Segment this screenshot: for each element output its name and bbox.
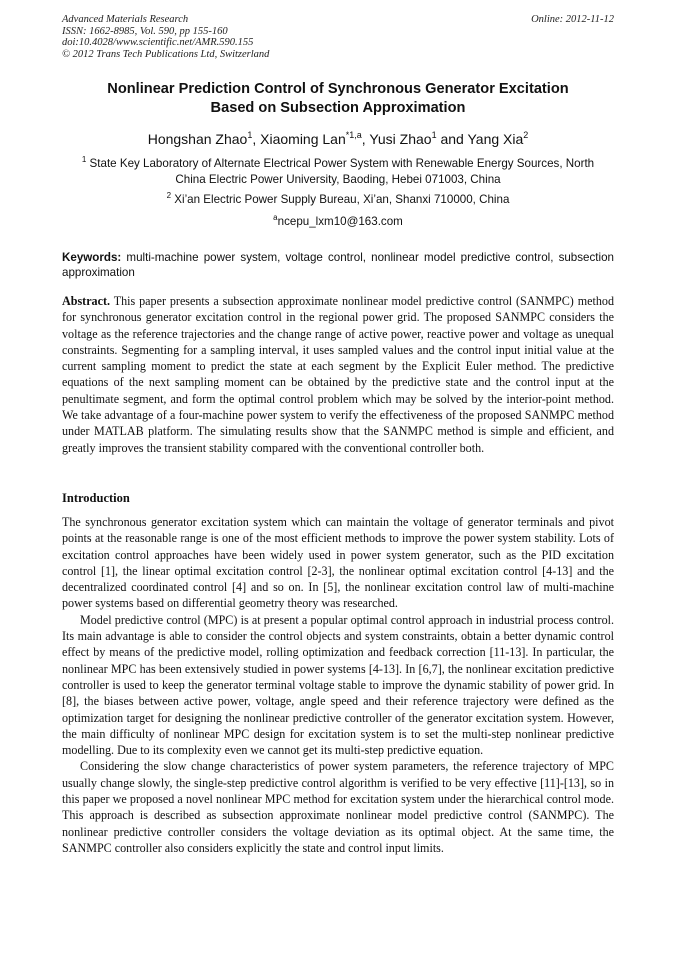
issn: ISSN: 1662-8985, Vol. 590, pp 155-160 — [62, 25, 228, 37]
affiliation-1 — [62, 156, 614, 188]
author-affiliation-mark: *1,a — [345, 130, 362, 140]
paragraph: The synchronous generator excitation system which can maintain the voltage of generator terminals and pivot points at the reasonable range is one of the most efficient methods to improve the power system stability. Lots of excitation control approaches have been widely used in power system generator, such as the PID excitation control [1], the linear optimal excitation control [2-3], the nonlinear optimal excitation control [4-13] and the decentralized coordinated control [4] and so on. In [5], the nonlinear excitation control law of multi-machine power systems based on differential geometry theory was researched. — [62, 515, 614, 611]
author-name: Hongshan Zhao — [147, 131, 248, 147]
paragraph: Model predictive control (MPC) is at present a popular optimal control approach in industrial process control. Its main advantage is able to consider the control objects and system constraints, obtain a better dynamic control effect by means of the predictive model, rolling optimization and feedback correction [11-13]. In particular, the nonlinear MPC has been extensively studied in power systems [4-13]. In [6,7], the nonlinear excitation predictive controller is used to keep the generator terminal voltage stable to improve the dynamic stability of power grid. In [8], the biases between active power, voltage, angle speed and their reference trajectory were defined as the optimization target for designing the nonlinear predictive controller of the generator excitation system. However, the main difficulty of nonlinear MPC design for excitation system is to set the multi-step nonlinear predictive modelling. Due to its complexity even we cannot get its multi-step predictive equation. — [62, 612, 614, 758]
title-line-2: Based on Subsection Approximation — [210, 99, 466, 116]
email-address: ncepu_lxm10@163.com — [277, 215, 403, 228]
author-affiliation-mark: 2 — [523, 130, 529, 140]
keywords-text: multi-machine power system, voltage control, nonlinear model predictive control, subsection approximation — [62, 251, 614, 279]
author-affiliation-mark: 1 — [431, 130, 437, 140]
affiliation-mark: 1 — [81, 155, 87, 164]
author-name: Yang Xia — [467, 131, 524, 147]
keywords-label: Keywords: — [62, 251, 122, 264]
paragraph: Considering the slow change characteristics of power system parameters, the reference trajectory of MPC usually change slowly, the single-step predictive control algorithm is verified to be very effective [11]-[13], so in this paper we proposed a novel nonlinear MPC method for excitation system under the hierarchical control mode. This approach is described as subsection approximate nonlinear model predictive control (SANMPC). The nonlinear predictive controller considers the voltage deviation as its optimal object. At the same time, the SANMPC controller also considers explicitly the state and control input limits. — [62, 759, 614, 855]
author-list — [62, 130, 614, 148]
author-separator: , — [361, 131, 370, 147]
section-heading-introduction: Introduction — [62, 491, 130, 505]
journal-name: Advanced Materials Research — [62, 14, 189, 25]
author-email — [62, 214, 614, 230]
affiliation-2 — [62, 192, 614, 208]
author-name: Xiaoming Lan — [260, 131, 346, 147]
paper-title — [62, 80, 614, 117]
affiliation-2-text: Xi’an Electric Power Supply Bureau, Xi’an, Shanxi 710000, China — [174, 193, 510, 206]
author-affiliation-mark: 1 — [247, 130, 253, 140]
introduction-body — [62, 514, 614, 856]
abstract-label: Abstract. — [62, 294, 111, 308]
keywords — [62, 250, 614, 280]
doi: doi:10.4028/www.scientific.net/AMR.590.155 — [62, 37, 254, 49]
affiliation-mark: 2 — [166, 191, 172, 200]
abstract-text: This paper presents a subsection approximate nonlinear model predictive control (SANMPC) method for synchronous generator excitation control in the regional power grid. The proposed SANMPC considers the voltage as the reference trajectories and the change range of active power, reactive power and voltage as unequal constraints. Segmenting for a sampling interval, it uses sampled values and the control input initial value at the current sampling moment to predict the state at each segment by the Explicit Euler method. The predictive equations of the next sampling moment can be obtained by the predictive state and the control input at the penultimate segment, and form the optimal control problem which may be solved by the interior-point method. We take advantage of a four-machine power system to verify the effectiveness of the proposed SANMPC method under MATLAB platform. The simulating results show that the SANMPC method is simple and efficient, and greatly improves the transient stability compared with the conventional controller both. — [62, 294, 614, 455]
online-date: Online: 2012-11-12 — [531, 14, 614, 25]
abstract — [62, 293, 614, 456]
journal-header — [62, 14, 614, 60]
author-separator: and — [436, 131, 468, 147]
affiliation-1-line-2: China Electric Power University, Baoding, Hebei 071003, China — [175, 173, 501, 186]
email-mark: a — [273, 213, 278, 222]
copyright: © 2012 Trans Tech Publications Ltd, Switzerland — [62, 48, 270, 60]
author-separator: , — [252, 131, 261, 147]
author-name: Yusi Zhao — [369, 131, 432, 147]
title-line-1: Nonlinear Prediction Control of Synchronous Generator Excitation — [107, 81, 569, 97]
affiliation-1-line-1: State Key Laboratory of Alternate Electrical Power System with Renewable Energy Sources, North — [89, 157, 595, 170]
